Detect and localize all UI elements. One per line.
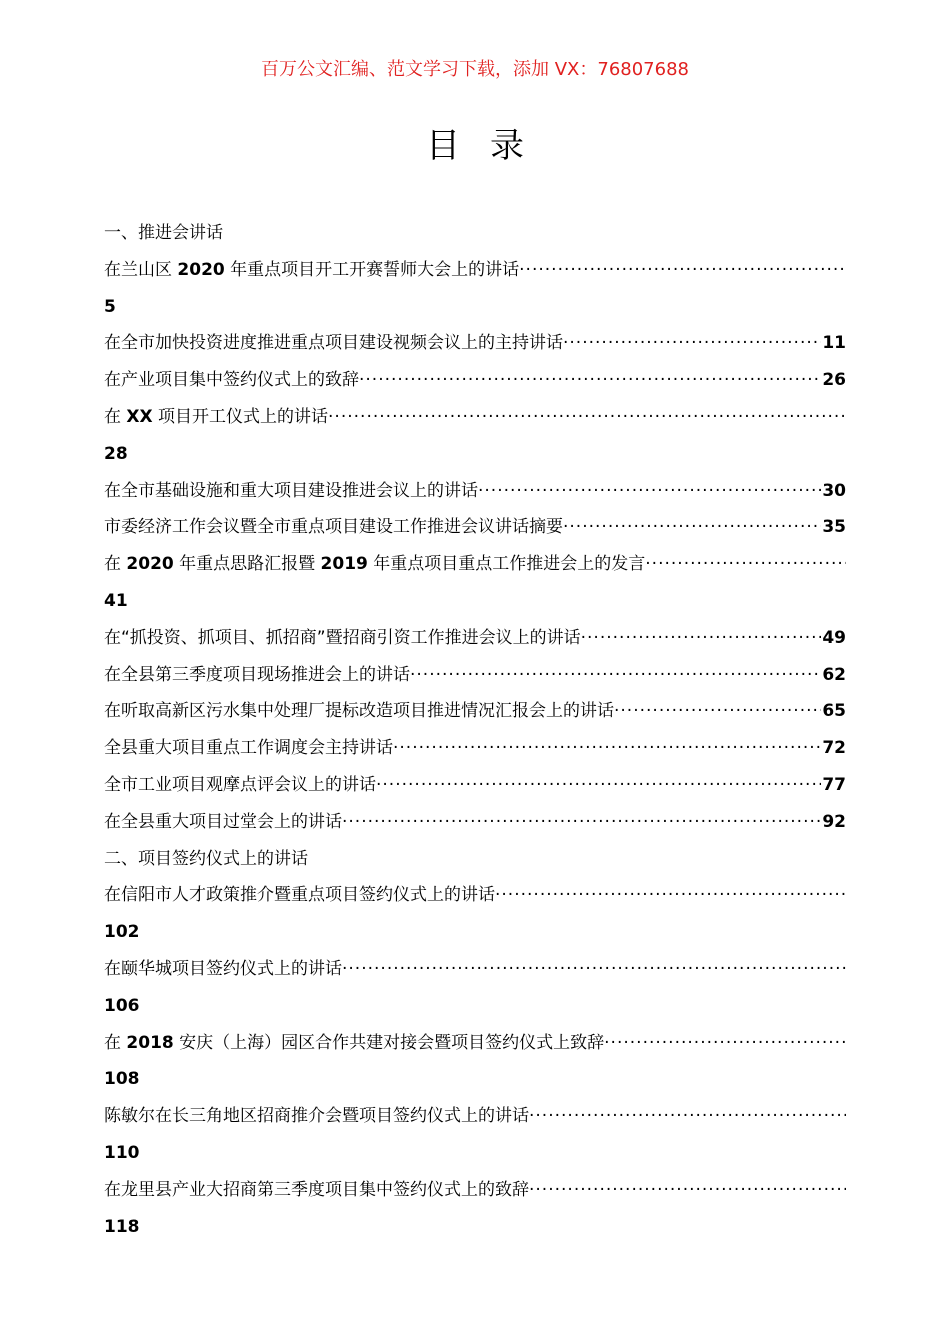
toc-entry[interactable] bbox=[104, 804, 846, 841]
toc-dot-leader bbox=[328, 399, 846, 436]
toc-entry-title: 在信阳市人才政策推介暨重点项目签约仪式上的讲话 bbox=[104, 885, 495, 906]
toc-dot-leader bbox=[342, 804, 821, 841]
toc-page-number: 108 bbox=[104, 1069, 140, 1090]
toc-dot-leader bbox=[410, 657, 821, 694]
toc-entry[interactable] bbox=[104, 693, 846, 730]
toc-page-number: 35 bbox=[822, 517, 846, 538]
toc-dot-leader bbox=[529, 1098, 846, 1135]
toc-entry[interactable] bbox=[104, 509, 846, 546]
toc-page-number: 49 bbox=[822, 627, 846, 648]
toc-page-number: 118 bbox=[104, 1216, 140, 1237]
toc-entry-title: 在全市基础设施和重大项目建设推进会议上的讲话 bbox=[104, 480, 478, 501]
toc-page-number: 11 bbox=[822, 333, 846, 354]
toc-entry[interactable] bbox=[104, 730, 846, 767]
toc-dot-leader bbox=[563, 509, 821, 546]
toc-entry-title: 市委经济工作会议暨全市重点项目建设工作推进会议讲话摘要 bbox=[104, 517, 563, 538]
toc-dot-leader bbox=[614, 693, 821, 730]
toc-entry[interactable] bbox=[104, 877, 846, 914]
watermark-text: 百万公文汇编、范文学习下载，添加 VX：76807688 bbox=[261, 59, 689, 80]
toc-section-heading: 二、项目签约仪式上的讲话 bbox=[104, 848, 308, 869]
toc-entry-title: 在全市加快投资进度推进重点项目建设视频会议上的主持讲话 bbox=[104, 333, 563, 354]
toc-entry-title: 在听取高新区污水集中处理厂提标改造项目推进情况汇报会上的讲话 bbox=[104, 701, 614, 722]
table-of-contents bbox=[104, 215, 846, 1245]
toc-entry-title: 在全县第三季度项目现场推进会上的讲话 bbox=[104, 664, 410, 685]
toc-entry-title: 在兰山区 2020 年重点项目开工开赛誓师大会上的讲话 bbox=[104, 259, 520, 280]
toc-section-heading: 一、推进会讲话 bbox=[104, 223, 223, 243]
toc-entry-title: 全市工业项目观摩点评会议上的讲话 bbox=[104, 774, 376, 795]
toc-entry[interactable] bbox=[104, 1025, 846, 1062]
toc-entry[interactable] bbox=[104, 473, 846, 510]
toc-page-number: 30 bbox=[822, 480, 846, 501]
toc-dot-leader bbox=[645, 546, 846, 583]
toc-entry[interactable] bbox=[104, 620, 846, 657]
toc-dot-leader bbox=[495, 877, 846, 914]
toc-entry[interactable] bbox=[104, 657, 846, 694]
toc-page-number: 65 bbox=[822, 701, 846, 722]
toc-entry-title: 在 2018 安庆（上海）园区合作共建对接会暨项目签约仪式上致辞 bbox=[104, 1032, 605, 1053]
toc-page-number: 41 bbox=[104, 590, 128, 611]
toc-dot-leader bbox=[342, 951, 846, 988]
toc-entry[interactable] bbox=[104, 1172, 846, 1209]
toc-entry-title: 在 2020 年重点思路汇报暨 2019 年重点项目重点工作推进会上的发言 bbox=[104, 554, 646, 575]
toc-entry-title: 在产业项目集中签约仪式上的致辞 bbox=[104, 370, 359, 391]
page-title: 目录 bbox=[426, 126, 554, 166]
toc-entry-title: 在颐华城项目签约仪式上的讲话 bbox=[104, 958, 342, 979]
toc-dot-leader bbox=[478, 473, 821, 510]
toc-dot-leader bbox=[529, 1172, 846, 1209]
toc-dot-leader bbox=[393, 730, 821, 767]
toc-page-number: 62 bbox=[822, 664, 846, 685]
toc-entry[interactable] bbox=[104, 362, 846, 399]
toc-page-number: 102 bbox=[104, 922, 140, 943]
toc-entry-title: 陈敏尔在长三角地区招商推介会暨项目签约仪式上的讲话 bbox=[104, 1106, 529, 1127]
toc-dot-leader bbox=[376, 767, 821, 804]
toc-entry-title: 在“抓投资、抓项目、抓招商”暨招商引资工作推进会议上的讲话 bbox=[104, 627, 581, 648]
toc-page-number: 110 bbox=[104, 1142, 140, 1163]
toc-dot-leader bbox=[563, 325, 821, 362]
toc-entry-title: 在龙里县产业大招商第三季度项目集中签约仪式上的致辞 bbox=[104, 1179, 529, 1200]
toc-entry-title: 在全县重大项目过堂会上的讲话 bbox=[104, 811, 342, 832]
toc-dot-leader bbox=[519, 252, 846, 289]
toc-dot-leader bbox=[604, 1025, 846, 1062]
toc-page-number: 77 bbox=[822, 774, 846, 795]
toc-entry[interactable] bbox=[104, 252, 846, 289]
toc-dot-leader bbox=[359, 362, 821, 399]
toc-entry[interactable] bbox=[104, 951, 846, 988]
toc-dot-leader bbox=[581, 620, 822, 657]
toc-page-number: 28 bbox=[104, 443, 128, 464]
toc-entry[interactable] bbox=[104, 399, 846, 436]
toc-page-number: 5 bbox=[104, 296, 116, 317]
toc-entry-title: 在 XX 项目开工仪式上的讲话 bbox=[104, 406, 329, 427]
toc-entry[interactable] bbox=[104, 767, 846, 804]
toc-page-number: 106 bbox=[104, 995, 140, 1016]
toc-page-number: 26 bbox=[822, 370, 846, 391]
toc-page-number: 72 bbox=[822, 738, 846, 759]
toc-entry[interactable] bbox=[104, 325, 846, 362]
toc-entry-title: 全县重大项目重点工作调度会主持讲话 bbox=[104, 738, 393, 759]
toc-page-number: 92 bbox=[822, 811, 846, 832]
toc-entry[interactable] bbox=[104, 1098, 846, 1135]
toc-entry[interactable] bbox=[104, 546, 846, 583]
